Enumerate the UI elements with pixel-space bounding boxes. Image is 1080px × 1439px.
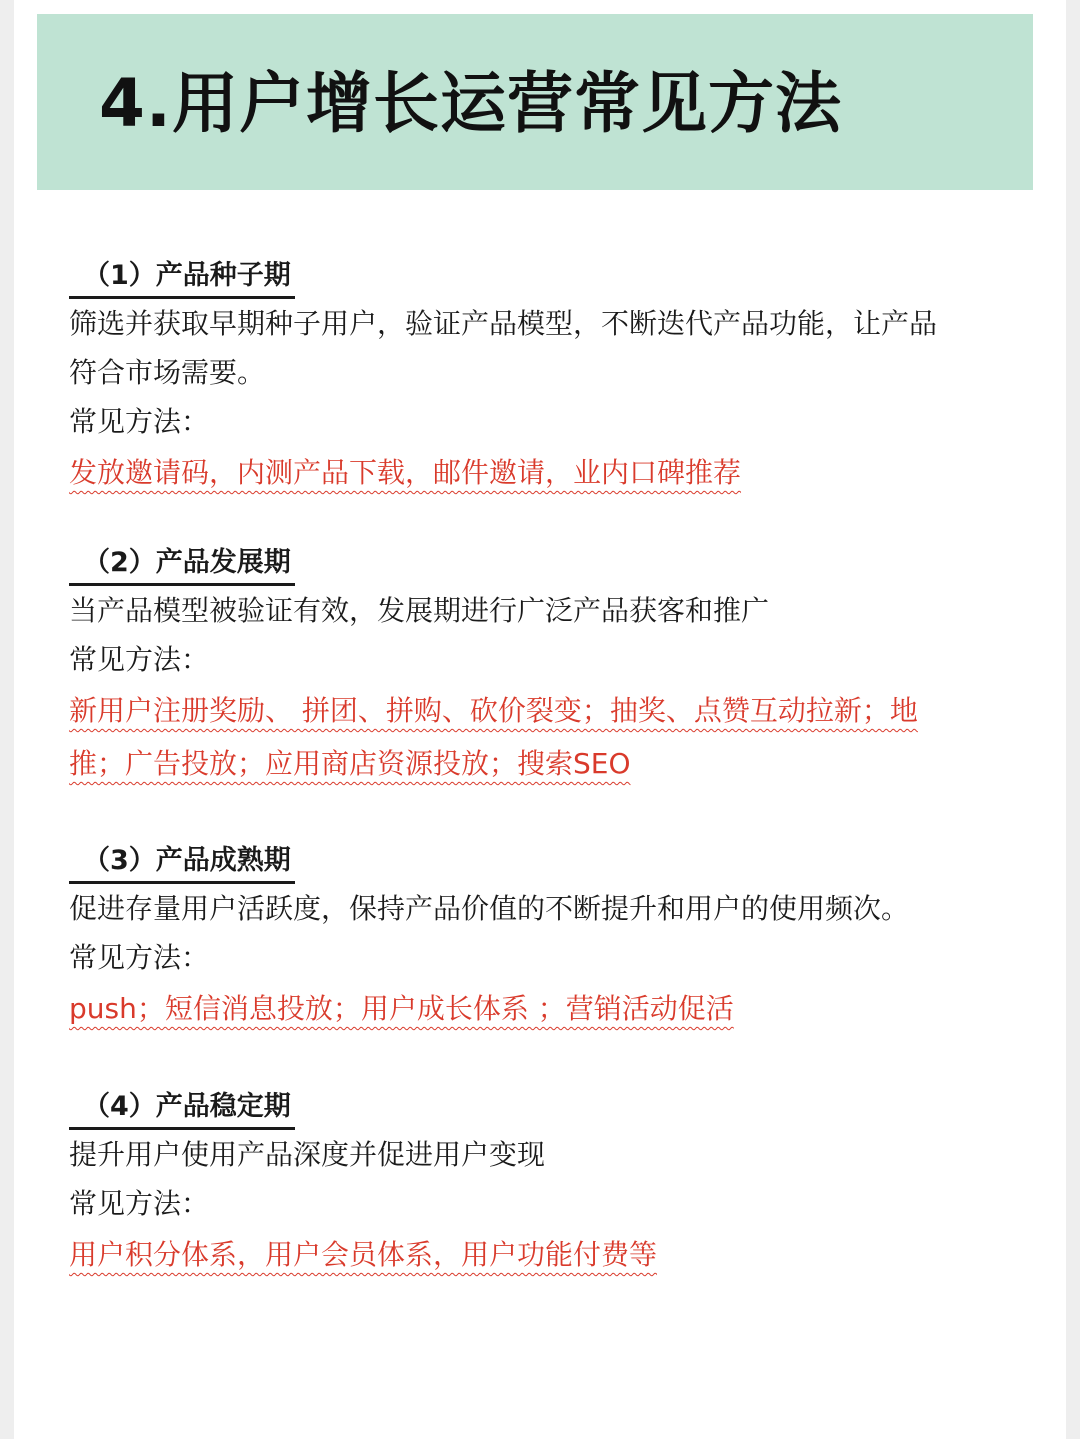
methods-line [69,684,1029,737]
stage-section-stable [69,1087,1029,1281]
methods-line [69,737,1029,790]
stage-section-mature [69,841,1029,1035]
methods-text: 推；广告投放；应用商店资源投放；搜索SEO [69,747,631,780]
stage-heading: （4）产品稳定期 [69,1087,295,1130]
methods-text: push；短信消息投放；用户成长体系 ；营销活动促活 [69,992,734,1025]
stage-heading: （1）产品种子期 [69,256,295,299]
stage-heading: （3）产品成熟期 [69,841,295,884]
stage-description-line: 当产品模型被验证有效，发展期进行广泛产品获客和推广 [69,594,770,627]
methods-line [69,982,1029,1035]
page-title: 4.用户增长运营常见方法 [99,65,842,142]
methods-line [69,446,1029,499]
stage-description-line: 促进存量用户活跃度，保持产品价值的不断提升和用户的使用频次。 [69,892,910,925]
stage-section-growth [69,543,1029,790]
methods-line [69,1228,1029,1281]
stage-description-line: 筛选并获取早期种子用户，验证产品模型，不断迭代产品功能，让产品 [69,307,938,340]
methods-text: 发放邀请码，内测产品下载，邮件邀请，业内口碑推荐 [69,456,742,489]
methods-label: 常见方法： [69,405,210,438]
methods-text: 新用户注册奖励、 拼团、拼购、砍价裂变；抽奖、点赞互动拉新；地 [69,694,918,727]
stage-heading: （2）产品发展期 [69,543,295,586]
methods-text: 用户积分体系，用户会员体系，用户功能付费等 [69,1238,658,1271]
stage-description-line: 符合市场需要。 [69,356,266,389]
methods-label: 常见方法： [69,941,210,974]
methods-label: 常见方法： [69,1187,210,1220]
title-banner [37,14,1033,190]
methods-label: 常见方法： [69,643,210,676]
stage-description-line: 提升用户使用产品深度并促进用户变现 [69,1138,546,1171]
stage-section-seed [69,256,1029,499]
